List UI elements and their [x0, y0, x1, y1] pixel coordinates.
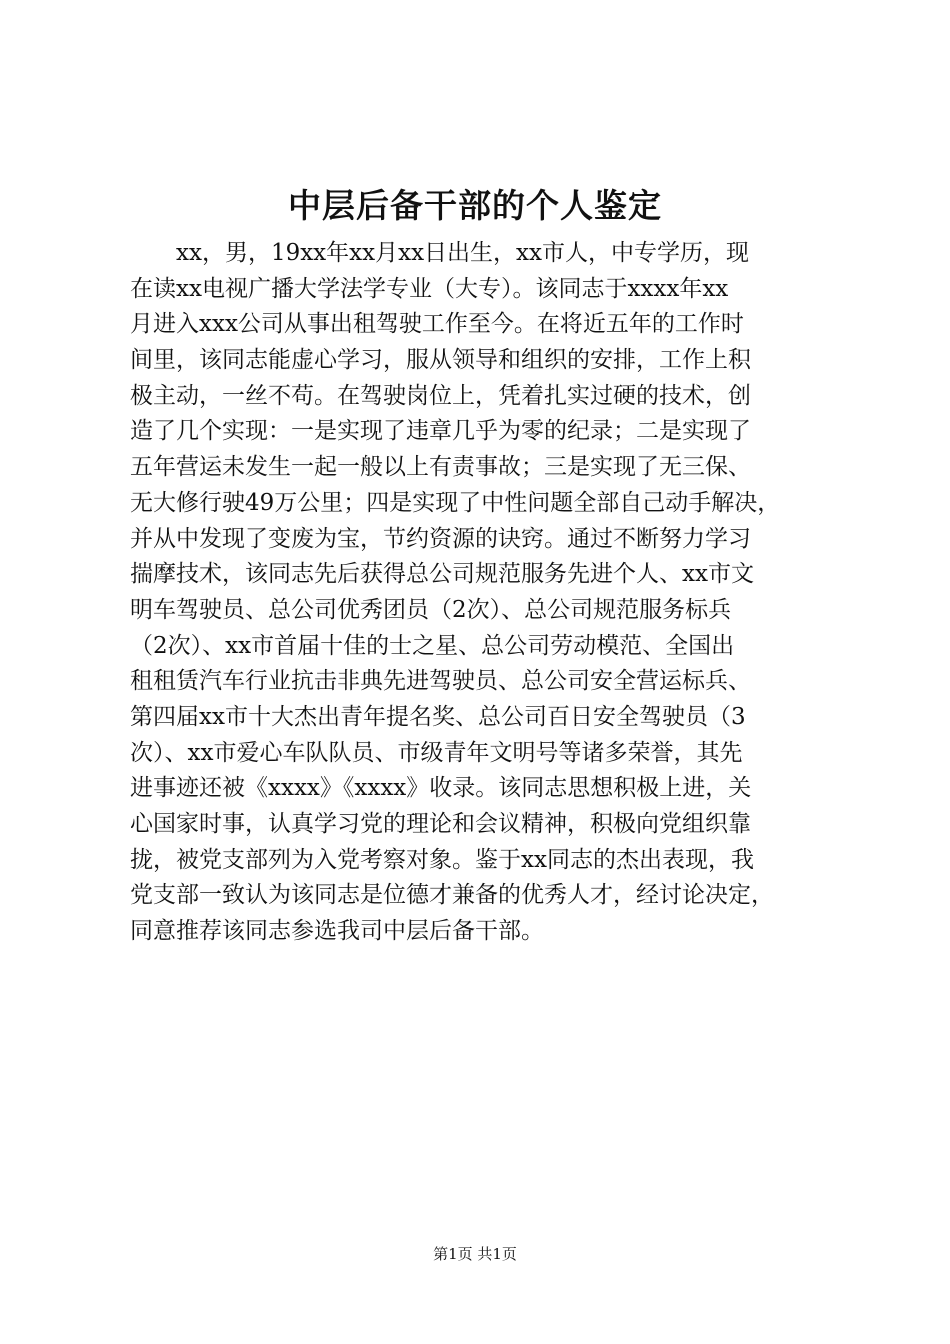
body-line: 拢，被党支部列为入党考察对象。鉴于xx同志的杰出表现，我: [130, 846, 754, 873]
body-line: 进事迹还被《xxxx》《xxxx》收录。该同志思想积极上进，关: [130, 775, 752, 802]
body-line: 同意推荐该同志参选我司中层后备干部。: [130, 918, 544, 945]
body-line: 极主动，一丝不苟。在驾驶岗位上，凭着扎实过硬的技术，创: [130, 382, 751, 409]
body-line: 月进入xxx公司从事出租驾驶工作至今。在将近五年的工作时: [130, 311, 744, 338]
body-line: 在读xx电视广播大学法学专业（大专）。该同志于xxxx年xx: [130, 275, 729, 302]
body-line: 租租赁汽车行业抗击非典先进驾驶员、总公司安全营运标兵、: [130, 668, 751, 695]
body-line: 次）、xx市爱心车队队员、市级青年文明号等诸多荣誉，其先: [130, 739, 743, 766]
body-line: 揣摩技术，该同志先后获得总公司规范服务先进个人、xx市文: [130, 561, 754, 588]
body-line: 并从中发现了变废为宝，节约资源的诀窍。通过不断努力学习: [130, 525, 751, 552]
document-title: 中层后备干部的个人鉴定: [288, 186, 662, 225]
page-number-footer: 第1页 共1页: [433, 1245, 517, 1263]
body-line: xx，男，19xx年xx月xx日出生，xx市人，中专学历，现: [176, 240, 749, 266]
body-line: 无大修行驶49万公里；四是实现了中性问题全部自己动手解决，: [130, 489, 781, 516]
body-line: 五年营运未发生一起一般以上有责事故；三是实现了无三保、: [130, 454, 751, 481]
body-line: 明车驾驶员、总公司优秀团员（2次）、总公司规范服务标兵: [130, 596, 732, 623]
body-line: 造了几个实现：一是实现了违章几乎为零的纪录；二是实现了: [130, 418, 751, 445]
body-line: 间里，该同志能虚心学习，服从领导和组织的安排，工作上积: [130, 347, 751, 374]
document-body: [130, 236, 854, 950]
body-line: 心国家时事，认真学习党的理论和会议精神，积极向党组织靠: [130, 811, 751, 837]
body-line: 第四届xx市十大杰出青年提名奖、总公司百日安全驾驶员（3: [130, 703, 746, 730]
body-line: 党支部一致认为该同志是位德才兼备的优秀人才，经讨论决定，: [130, 882, 774, 909]
body-line: （2次）、xx市首届十佳的士之星、总公司劳动模范、全国出: [130, 632, 735, 659]
